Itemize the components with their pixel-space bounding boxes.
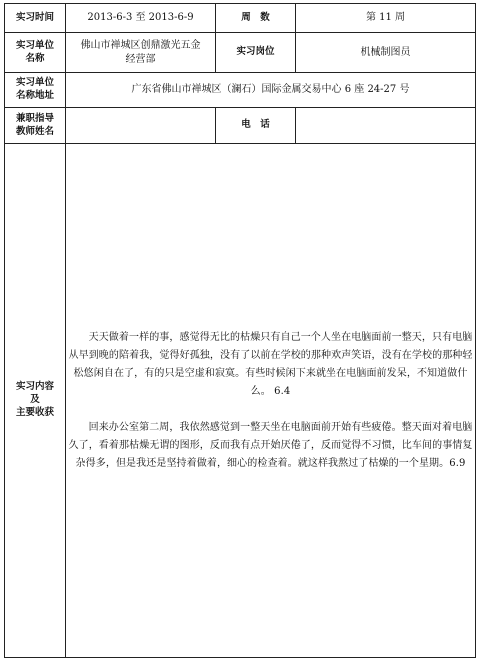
- content-body: [66, 144, 476, 658]
- position-label: 实习岗位: [216, 33, 296, 73]
- week-value: 第 11 周: [296, 4, 476, 33]
- row-period: [5, 4, 476, 33]
- unit-value-line-1: 佛山市禅城区创鼎激光五金: [80, 40, 201, 51]
- content-label-line-3: 主要收获: [15, 406, 54, 418]
- row-content: [5, 144, 476, 658]
- period-value: 2013-6-3 至 2013-6-9: [66, 4, 216, 33]
- content-label: [5, 144, 66, 658]
- week-label: 周 数: [216, 4, 296, 33]
- paragraph-spacer: [66, 401, 475, 419]
- position-value: 机械制图员: [296, 33, 476, 73]
- content-paragraph-1: 天天做着一样的事，感觉得无比的枯燥只有自己一个人坐在电脑面前一整天，只有电脑从早到晚的陪着我，觉得好孤独，没有了以前在学校的那种欢声笑语，没有在学校的那种轻松悠闲自在了，有的只是空虚和寂寞。有些时候闲下来就坐在电脑面前发呆，不知道做什么。 6.4: [68, 331, 473, 397]
- unit-label: [5, 33, 66, 73]
- address-value: 广东省佛山市禅城区（澜石）国际金属交易中心 6 座 24-27 号: [66, 73, 476, 108]
- unit-value-line-2: 经营部: [125, 53, 156, 65]
- row-unit: [5, 33, 476, 73]
- row-address: [5, 73, 476, 108]
- content-paragraph-2: 回来办公室第二周，我依然感觉到一整天坐在电脑面前开始有些疲倦。整天面对着电脑久了，看着那枯燥无谓的图形，反而我有点开始厌倦了，反而觉得不习惯，比车间的事情复杂得多，但是我还是坚持着做着，细心的检查着。就这样我熬过了枯燥的一个星期。6.9: [68, 421, 473, 469]
- phone-label: 电 话: [216, 108, 296, 144]
- mentor-label: [5, 108, 66, 144]
- content-label-line-2: 及: [30, 394, 40, 406]
- mentor-label-line-2: 教师姓名: [15, 125, 54, 137]
- unit-value: [66, 33, 216, 73]
- mentor-label-line-1: 兼职指导: [15, 112, 54, 124]
- unit-label-line-1: 实习单位: [15, 39, 54, 51]
- content-label-line-1: 实习内容: [15, 381, 54, 393]
- period-label: 实习时间: [5, 4, 66, 33]
- phone-value: [296, 108, 476, 144]
- mentor-value: [66, 108, 216, 144]
- address-label-line-1: 实习单位: [15, 77, 54, 89]
- address-label-line-2: 名称地址: [15, 90, 54, 101]
- address-label: [5, 73, 66, 108]
- internship-log-table: [4, 3, 476, 658]
- unit-label-line-2: 名称: [25, 52, 45, 64]
- row-mentor: [5, 108, 476, 144]
